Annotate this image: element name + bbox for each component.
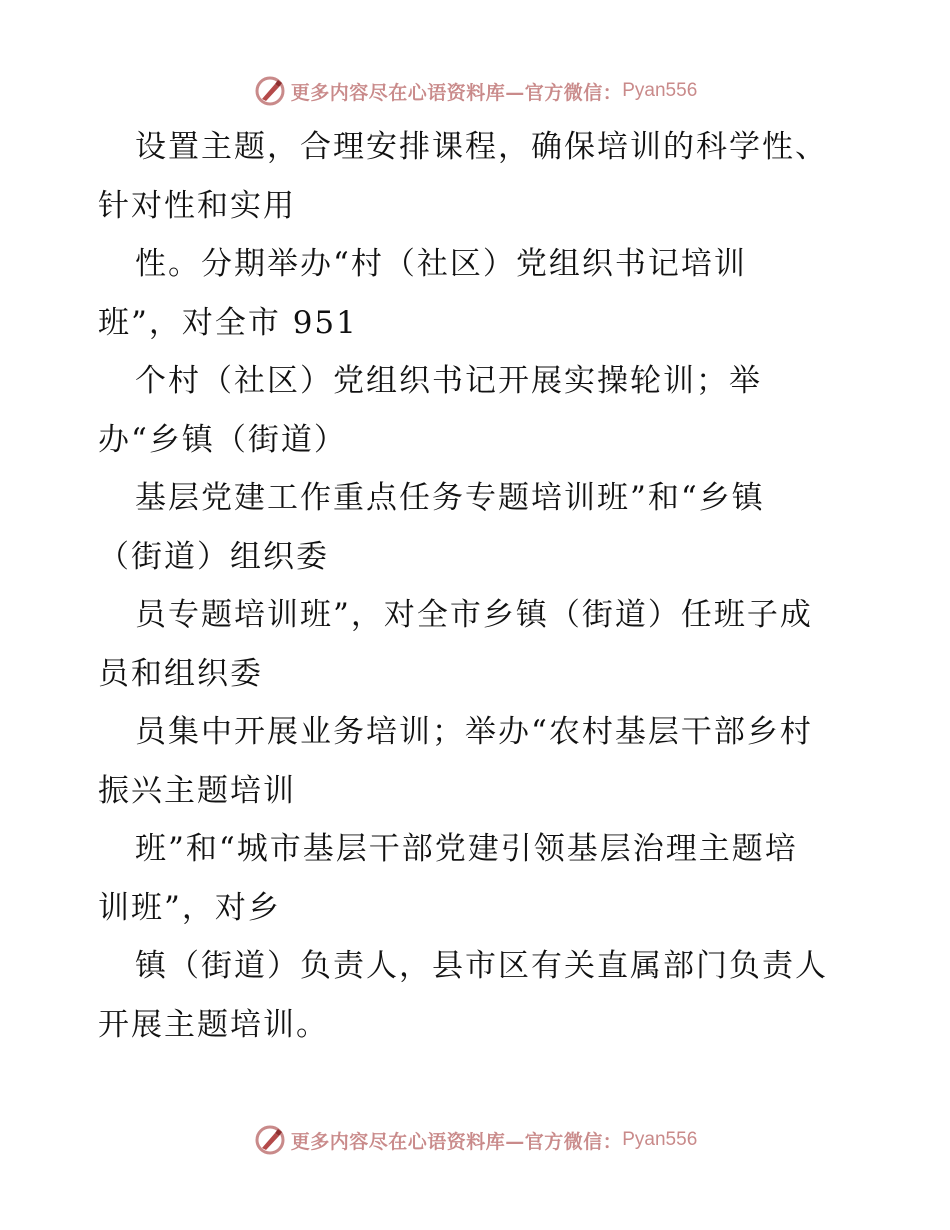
pen-logo-icon: [253, 74, 287, 108]
body-line: 振兴主题培训: [98, 772, 296, 809]
document-body: [98, 118, 878, 1054]
watermark-wechat-id: Pyan556: [622, 80, 698, 101]
body-line: 班”和“城市基层干部党建引领基层治理主题培: [135, 831, 798, 867]
body-line: 针对性和实用: [98, 187, 296, 224]
watermark-wechat-id: Pyan556: [622, 1129, 698, 1150]
watermark-text: 更多内容尽在心语资料库—官方微信：: [290, 1130, 623, 1153]
body-line: 班”，对全市 951: [98, 304, 358, 341]
body-line: 员专题培训班”，对全市乡镇（街道）任班子成: [135, 597, 813, 633]
body-line: 设置主题，合理安排课程，确保培训的科学性、: [135, 129, 828, 165]
header-watermark: [0, 71, 950, 111]
body-line: 员集中开展业务培训；举办“农村基层干部乡村: [135, 714, 813, 750]
pen-logo-icon: [253, 1123, 287, 1157]
body-line: 基层党建工作重点任务专题培训班”和“乡镇: [135, 480, 765, 516]
body-line: 员和组织委: [98, 655, 263, 692]
body-line: 训班”，对乡: [98, 889, 281, 926]
watermark-text: 更多内容尽在心语资料库—官方微信：: [290, 81, 623, 104]
body-line: 办“乡镇（街道）: [98, 421, 347, 458]
body-line: 镇（街道）负责人，县市区有关直属部门负责人: [135, 948, 828, 984]
body-line: 性。分期举办“村（社区）党组织书记培训: [135, 246, 747, 282]
footer-watermark: [0, 1120, 950, 1160]
body-line: 个村（社区）党组织书记开展实操轮训；举: [135, 363, 762, 399]
body-line: 开展主题培训。: [98, 1006, 329, 1043]
body-line: （街道）组织委: [98, 538, 329, 575]
